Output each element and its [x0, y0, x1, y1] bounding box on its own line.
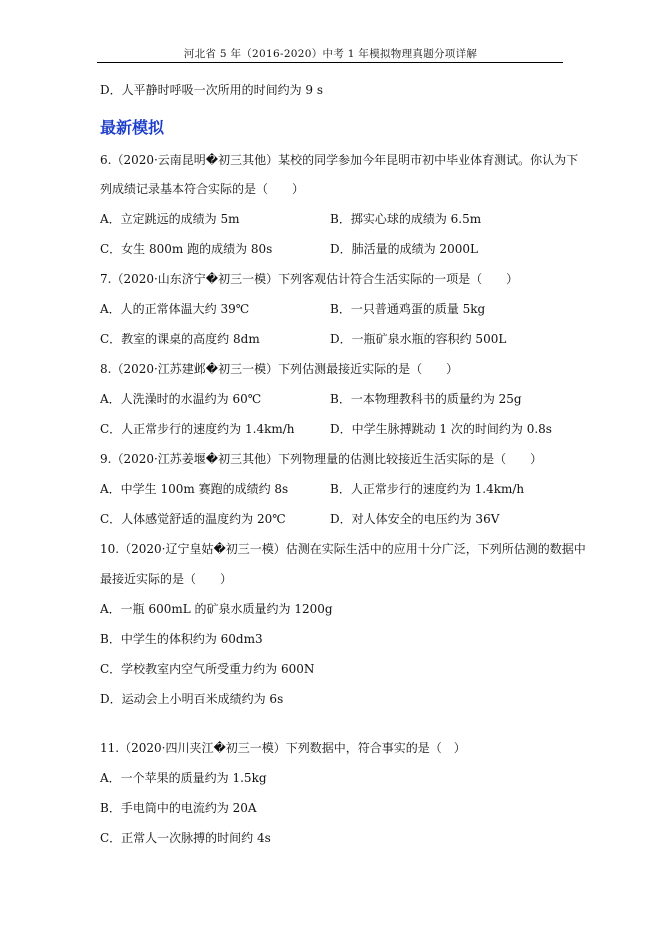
page-header: 河北省 5 年（2016-2020）中考 1 年模拟物理真题分项详解 — [183, 48, 478, 60]
q8-option-c: C．人正常步行的速度约为 1.4km/h — [100, 422, 295, 436]
q6-stem-line2: 列成绩记录基本符合实际的是（ ） — [100, 182, 305, 196]
q11-option-c: C．正常人一次脉搏的时间约 4s — [100, 831, 271, 845]
q7-option-c: C．教室的课桌的高度约 8dm — [100, 332, 260, 346]
q9-option-d: D．对人体安全的电压约为 36V — [330, 512, 500, 526]
q10-option-d: D．运动会上小明百米成绩约为 6s — [100, 692, 284, 706]
header-divider — [97, 62, 563, 63]
q8-stem-line1: 8.（2020·江苏建邺�初三一模）下列估测最接近实际的是（ ） — [100, 362, 459, 376]
q11-option-b: B．手电筒中的电流约为 20A — [100, 801, 257, 815]
q6-option-a: A．立定跳远的成绩为 5m — [100, 212, 240, 226]
q9-option-c: C．人体感觉舒适的温度约为 20℃ — [100, 512, 286, 526]
q6-option-d: D．肺活量的成绩为 2000L — [330, 242, 478, 256]
q11-option-a: A．一个苹果的质量约为 1.5kg — [100, 771, 267, 785]
q7-option-b: B．一只普通鸡蛋的质量 5kg — [330, 302, 486, 316]
q8-option-b: B．一本物理教科书的质量约为 25g — [330, 392, 522, 406]
q8-option-a: A．人洗澡时的水温约为 60℃ — [100, 392, 262, 406]
q9-option-a: A．中学生 100m 赛跑的成绩约 8s — [100, 482, 289, 496]
section-title: 最新模拟 — [100, 118, 165, 137]
q10-option-b: B．中学生的体积约为 60dm3 — [100, 632, 263, 646]
q7-stem-line1: 7.（2020·山东济宁�初三一模）下列客观估计符合生活实际的一项是（ ） — [100, 272, 519, 286]
q6-option-b: B．掷实心球的成绩为 6.5m — [330, 212, 482, 226]
q6-stem-line1: 6.（2020·云南昆明�初三其他）某校的同学参加今年昆明市初中毕业体育测试。你认为下 — [100, 153, 579, 167]
q8-option-d: D．中学生脉搏跳动 1 次的时间约为 0.8s — [330, 422, 552, 436]
q11-stem-line1: 11.（2020·四川夹江�初三一模）下列数据中，符合事实的是（ ） — [100, 741, 466, 755]
q10-option-c: C．学校教室内空气所受重力约为 600N — [100, 662, 315, 676]
q9-stem-line1: 9.（2020·江苏姜堰�初三其他）下列物理量的估测比较接近生活实际的是（ ） — [100, 452, 543, 466]
q7-option-d: D．一瓶矿泉水瓶的容积约 500L — [330, 332, 507, 346]
q10-stem-line2: 最接近实际的是（ ） — [100, 572, 233, 586]
q10-stem-line1: 10.（2020·辽宁皇姑�初三一模）估测在实际生活中的应用十分广泛，下列所估测的数据中 — [100, 542, 586, 556]
prev-option-d: D．人平静时呼吸一次所用的时间约为 9 s — [100, 83, 324, 97]
q9-option-b: B．人正常步行的速度约为 1.4km/h — [330, 482, 525, 496]
q7-option-a: A．人的正常体温大约 39℃ — [100, 302, 250, 316]
q6-option-c: C．女生 800m 跑的成绩为 80s — [100, 242, 273, 256]
q10-option-a: A．一瓶 600mL 的矿泉水质量约为 1200g — [100, 602, 333, 616]
